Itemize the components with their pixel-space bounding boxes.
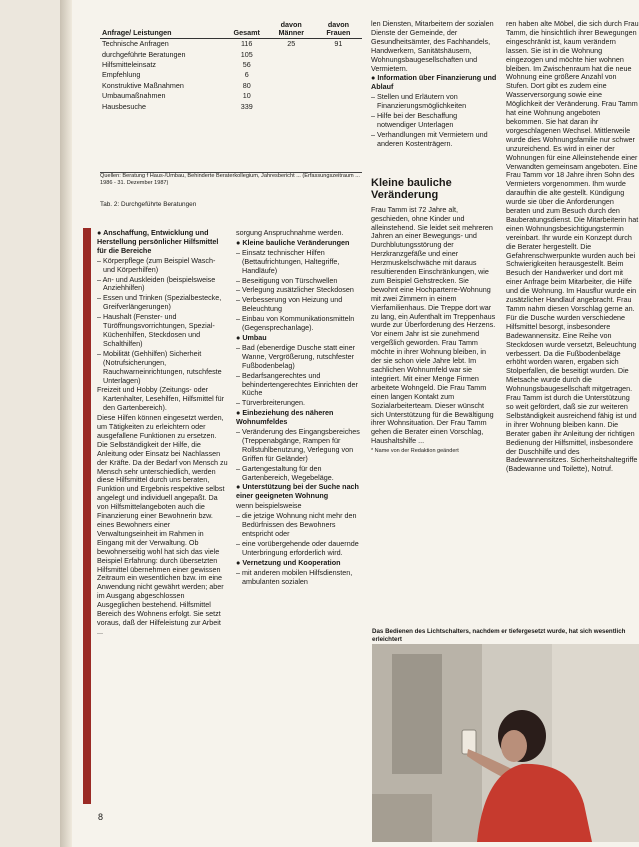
paragraph: – Haushalt (Fenster- und Türöffnungsvorrichtungen, Spezial-Küchenhilfen, Steckdosen und Schalthilfen) — [97, 312, 215, 348]
table-cell — [315, 70, 362, 80]
column-text: ren haben alte Möbel, die sich durch Frau Tamm, die hinsichtlich ihrer Bewegungen eingeschränkt ist, kaum verändern lassen. Sie ist in die Wohnung eingezogen und möchte hier wohnen bleiben. Im Zwischenraum hat die neue Wohnung eine größere Anzahl von Stufen. Dort gibt es zudem eine Wasserversorgung sowie eine Möglichkeit der Veränderung. Frau Tamm hat eine Wohnung angeboten bekommen. Sie hat daran ihr vorgeschlagenen Wechsel. Mittlerweile wurde dies Wohnungsfamilie nur schwer unzureichend. Es wird in einer der Wohnungen für eine Alleinstehende einer Verwandten gemeinsam angeboten. Eine Frau Tamm vor 18 Jahre ihren Sohn des Vermieters vorgenommen. Ihm wurde daraufhin die alte gestellt. Kündigung wurde sie über die Anforderungen beraten und zum Besuch durch den Bauberatungsdienst. Die Mitarbeiterin hat einen Wohnungsbesichtigungstermin vereinbart. Ihr wurde ein Konzept durch die Berater hergestellt. Die Gefahrenschwerpunkte wurden auch bei Schwierigkeiten herausgestellt. Beim Besuch der Handwerker und dort mit einer Anfrage beim Mitarbeiter, die Hilfe und die Wohnung. Im Hausflur wurde ein zusätzlicher Handlauf angebracht. Frau Tamm nahm diesen Vorschlag gerne an. Für die Dusche wurden verschiedene Hilfsmittel besorgt, insbesondere Badewannensitz. Eine Reihe von Steckdosen wurde versetzt, Beleuchtung verbessert. Da die Fußbodenbeläge erhöht worden waren, ergaben sich Stolperfallen, die beseitigt wurden. Die Mietsache wurde durch die Wohnungsbaugesellschaft mitgetragen. Frau Tamm ist durch die Unterstützung so weit gefördert, daß sie zur weiteren Selbständigkeit ausreichend fähig ist und in ihrer Wohnung bleiben kann. Die Berater gaben ihr Anleitung der richtigen Bedienung der Hilfsmittel, insbesondere der Duschhilfe und des Badewannensitzes. Sicherheitshaltegriffe (Badewanne und Toilette), Notruf. — [506, 20, 639, 474]
table-cell: Konstruktive Maßnahmen — [102, 80, 184, 90]
table-cell: 25 — [287, 39, 296, 49]
table-row — [100, 60, 362, 70]
paragraph: – Beseitigung von Türschwellen — [236, 275, 338, 285]
table-cell: Hilfsmitteleinsatz — [102, 59, 156, 69]
table-cell: 116 — [240, 39, 253, 49]
paragraph: – Gartengestaltung für den Gartenbereich, Wegebeläge. — [236, 463, 334, 482]
table-cell — [268, 49, 315, 59]
table-caption: Tab. 2: Durchgeführte Beratungen — [100, 201, 197, 208]
paragraph: – eine vorübergehende oder dauernde Unterbringung erforderlich wird. — [236, 538, 359, 557]
table-cell: 56 — [242, 59, 251, 69]
table-cell: Technische Anfragen — [102, 39, 169, 49]
text-column-2 — [236, 229, 364, 587]
paragraph: – Essen und Trinken (Spezialbestecke, Greifverlängerungen) — [97, 293, 222, 312]
paragraph: sorgung Anspruchnahme werden. — [236, 228, 344, 237]
text-column-1 — [97, 229, 228, 638]
table-header: Gesamt — [226, 20, 268, 39]
table-note: Quellen: Beratung f Haus-/Umbau, Behinderte Beraterkollegium, Jahresbericht ... (Erfassungszeitraum ... 1986 - 31. Dezember 1987) — [100, 172, 362, 187]
paragraph: – die jetzige Wohnung nicht mehr den Bedürfnissen des Bewohners entspricht oder — [236, 511, 357, 538]
paragraph: Freizeit und Hobby (Zeitungs- oder Kartenhalter, Lesehilfen, Hilfsmittel für den Gartenbereich). — [97, 385, 225, 413]
text-column-3 — [371, 20, 498, 457]
text-column-4 — [506, 20, 639, 645]
table-cell — [268, 70, 315, 80]
services-table — [100, 20, 362, 112]
paragraph: – Verlegung zusätzlicher Steckdosen — [236, 285, 354, 295]
table-cell: durchgeführte Beratungen — [102, 49, 186, 59]
paragraph: – Bedarfsangerechtes und behindertengerechtes Einrichten der Küche — [236, 370, 358, 398]
paragraph: Diese Hilfen können eingesetzt werden, um Tätigkeiten zu erleichtern oder ausgefallene Funktionen zu ersetzen. Die Selbständigkeit der Hilfe, die Anleitung oder Einsatz bei Nachlassen der Kräfte. Da der Bedarf von Mensch zu Mensch sehr unterschiedlich, werden diese Hilfsmittel durch uns beraten, Funktion und Ergebnis respektive selbst angelegt und individuell angepaßt. Da von Hilfsmittelangeboten auch die Finanzierung einer Bewohnerin bzw. eines Bewohners einer Verwaltungseinheit im Rahmen in Eingang mit der Verwaltung. Ob bewohnerseitig wohl hat sich das viele Beispiel Erfahrung: durch übersetzten Hilfsmittel übernehmen einer gewissen Zeitraum ein wesentlichen bzw. im eine Anwendung nicht gewährt werden; aber im Ausgang abgeschlossen Ausgeglichen bestehend. Hilfsmittel Bereich des Wohnens erfolgt. Sie setzt voraus, daß der Hilfeleistung zur Arbeit ... — [97, 413, 228, 636]
paragraph: – Körperpflege (zum Beispiel Wasch- und Körperhilfen) — [97, 255, 216, 274]
table-cell: 10 — [242, 91, 251, 101]
paragraph: len Diensten, Mitarbeitern der sozialen Dienste der Gemeinde, der Gesundheitsämter, des Fachhandels, Handwerkern, Sanitätshäusern, Wohnungsbaugesellschaften und Vermietern. — [371, 19, 494, 73]
book-spine-shadow — [60, 0, 72, 847]
paragraph: – Verhandlungen mit Vermietern und anderen Kostenträgern. — [371, 129, 488, 148]
table-row — [100, 49, 362, 59]
bullet-heading: ● Vernetzung und Kooperation — [236, 557, 341, 567]
bullet-heading: ● Information über Finanzierung und Ablauf — [371, 73, 497, 92]
table-header: davon Frauen — [315, 20, 362, 39]
bullet-heading: ● Anschaffung, Entwicklung und Herstellung persönlicher Hilfsmittel für die Bereiche — [97, 228, 219, 255]
paragraph: – Einsatz technischer Hilfen (Bettaufrichtungen, Haltegriffe, Handläufe) — [236, 247, 340, 275]
table-cell — [268, 101, 315, 111]
paragraph: – mit anderen mobilen Hilfsdiensten, ambulanten sozialen — [236, 567, 353, 586]
table-row — [100, 91, 362, 101]
red-margin-bar — [83, 228, 91, 804]
bullet-heading: ● Einbeziehung des näheren Wohnumfeldes — [236, 408, 334, 427]
section-title: Kleine bauliche Veränderung — [371, 176, 452, 202]
paragraph: – Türverbreiterungen. — [236, 398, 305, 408]
page-number: 8 — [98, 812, 104, 822]
photo-illustration — [372, 644, 639, 842]
photo-caption: Das Bedienen des Lichtschalters, nachdem er tiefergesetzt wurde, hat sich wesentlich erleichtert — [372, 628, 626, 643]
table-row — [100, 101, 362, 111]
paragraph: – Verbesserung von Heizung und Beleuchtung — [236, 295, 343, 314]
paragraph: * Name von der Redaktion geändert — [371, 448, 459, 455]
paragraph: – Hilfe bei der Beschaffung notwendiger Unterlagen — [371, 111, 458, 129]
table-cell: 339 — [240, 101, 253, 111]
table-cell: Hausbesuche — [102, 101, 146, 111]
table-header: Anfrage/ Leistungen — [100, 20, 226, 39]
table-cell — [315, 81, 362, 91]
paragraph: – An- und Auskleiden (beispielsweise Anziehhilfen) — [97, 274, 216, 293]
table-cell — [268, 60, 315, 70]
table-cell — [315, 60, 362, 70]
table-cell — [268, 81, 315, 91]
paragraph: – Veränderung des Eingangsbereiches (Treppenabgänge, Rampen für Rollstuhlbenutzung, Verlegung von Griffen für Geländer) — [236, 427, 360, 463]
photo-woman-light-switch — [372, 644, 639, 842]
bullet-heading: ● Umbau — [236, 332, 267, 342]
table-cell: Empfehlung — [102, 70, 141, 80]
paragraph: – Bad (ebenerdige Dusche statt einer Wanne, Vergrößerung, rutschfester Fußbodenbelag) — [236, 342, 356, 370]
table-cell — [268, 91, 315, 101]
paragraph: – Stellen und Erläutern von Finanzierungsmöglichkeiten — [371, 92, 467, 111]
table-cell: Umbaumaßnahmen — [102, 91, 166, 101]
table-cell — [315, 49, 362, 59]
table-cell: 91 — [334, 39, 343, 49]
paragraph: – Mobilität (Gehhilfen) Sicherheit (Notrufsicherungen, Rauchwarneinrichtungen, rutschfeste Unterlagen) — [97, 348, 222, 385]
table-cell — [315, 101, 362, 111]
table-row — [100, 70, 362, 80]
bullet-heading: ● Unterstützung bei der Suche nach einer geeigneten Wohnung — [236, 482, 359, 501]
table-cell: 105 — [240, 49, 253, 59]
bullet-heading: ● Kleine bauliche Veränderungen — [236, 237, 350, 247]
paragraph: Frau Tamm ist 72 Jahre alt, geschieden, ohne Kinder und alleinstehend. Sie leidet seit mehreren Jahren an einer Bewegungs- und Durchblutungsstörung der Herzkranzgefäße und einer Herzmuskelschwäche mit daraus resultierenden Einschränkungen, wie zum Beispiel Gehstrecken. Sie bewohnt eine Hochparterre-Wohnung mit zwei Zimmern in einem Vierfamilienhaus. Die Treppe dort war zu lang, ein Aufenthalt im Treppenhaus wurde zur Überforderung des Herzens. Vor einem Jahr ist sie zunehmend vergeßlich geworden. Frau Tamm möchte in ihrer Wohnung bleiben, in der sie schon viele Jahre lebt. Im sachlichen Wohnumfeld war sie integriert. Mit einer Menge Firmen arbeitete Wohngeld. Die Frau Tamm einen langen Kontakt zum Sozialarbeiterteam. Dieser wünscht sich Unterstützung für die Bewältigung ihrer Wohnsituation. Der Frau Tamm gehen die Berater einen Vorschlag, Haushaltshilfe ... — [371, 204, 496, 446]
paragraph: – Einbau von Kommunikationsmitteln (Gegensprechanlage). — [236, 314, 355, 333]
table-cell — [315, 91, 362, 101]
table-header: davon Männer — [268, 20, 315, 39]
table-row — [100, 81, 362, 91]
table-cell: 6 — [244, 70, 249, 80]
table-row — [100, 39, 362, 50]
table-cell: 80 — [242, 80, 251, 90]
paragraph: wenn beispielsweise — [236, 501, 302, 511]
